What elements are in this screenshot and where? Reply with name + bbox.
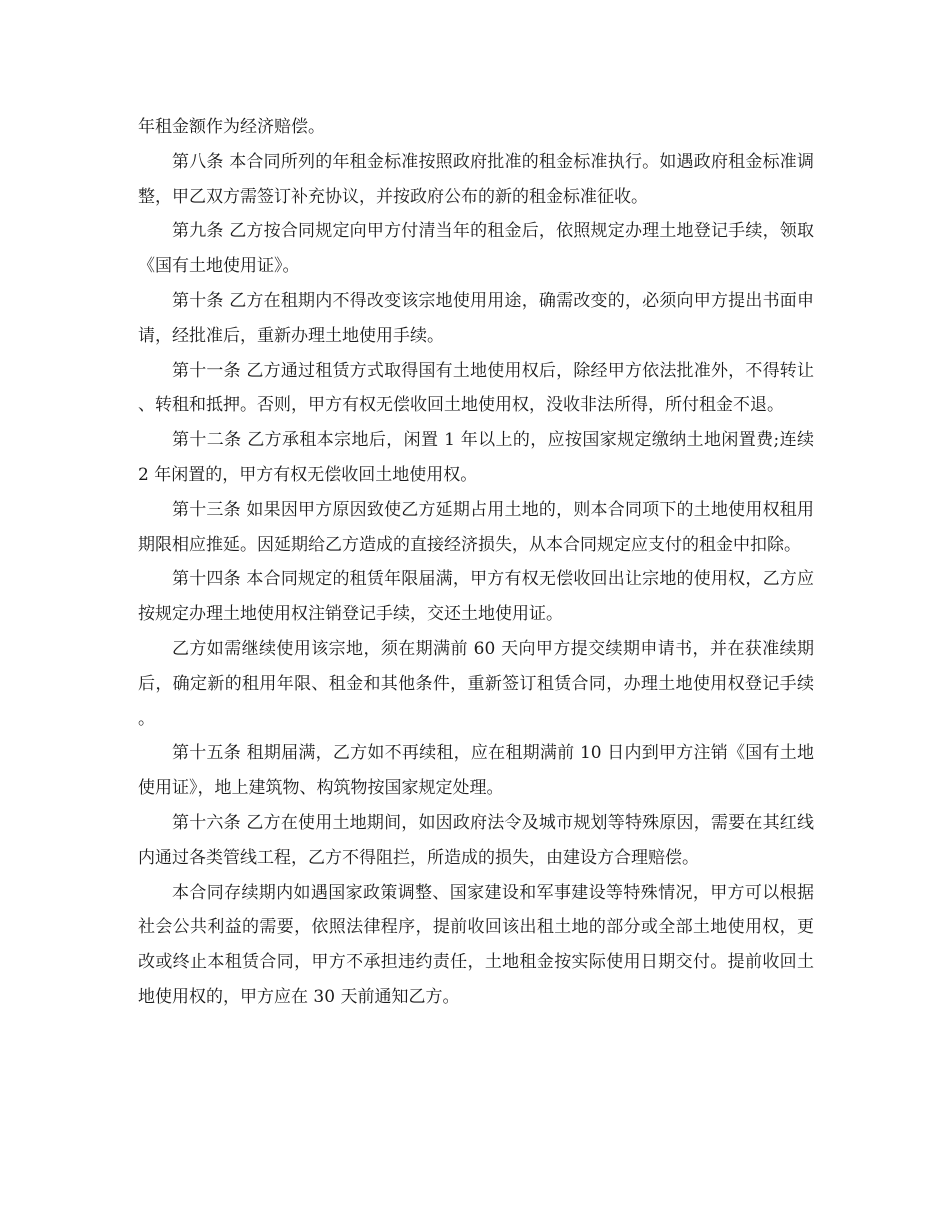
paragraph-article-13: 第十三条 如果因甲方原因致使乙方延期占用土地的，则本合同项下的土地使用权租用期限相应推延。因延期给乙方造成的直接经济损失，从本合同规定应支付的租金中扣除。 <box>138 499 814 555</box>
paragraph-renewal: 乙方如需继续使用该宗地，须在期满前 60 天向甲方提交续期申请书，并在获准续期后，确定新的租用年限、租金和其他条件，重新签订租赁合同，办理土地使用权登记手续。 <box>138 638 814 729</box>
paragraph-article-16: 第十六条 乙方在使用土地期间，如因政府法令及城市规划等特殊原因，需要在其红线内通过各类管线工程，乙方不得阻拦，所造成的损失，由建设方合理赔偿。 <box>138 812 814 868</box>
paragraph-article-8: 第八条 本合同所列的年租金标准按照政府批准的租金标准执行。如遇政府租金标准调整，甲乙双方需签订补充协议，并按政府公布的新的租金标准征收。 <box>138 151 814 207</box>
paragraph-article-12: 第十二条 乙方承租本宗地后，闲置 1 年以上的，应按国家规定缴纳土地闲置费;连续 2 年闲置的，甲方有权无偿收回土地使用权。 <box>138 430 814 485</box>
paragraph-continuation: 年租金额作为经济赔偿。 <box>138 117 325 137</box>
paragraph-early-recovery: 本合同存续期内如遇国家政策调整、国家建设和军事建设等特殊情况，甲方可以根据社会公共利益的需要，依照法律程序，提前收回该出租土地的部分或全部土地使用权，更改或终止本租赁合同，甲方不承担违约责任，土地租金按实际使用日期交付。提前收回土地使用权的，甲方应在 30 天前通知乙方。 <box>138 882 814 1007</box>
paragraph-article-9: 第九条 乙方按合同规定向甲方付清当年的租金后，依照规定办理土地登记手续，领取《国有土地使用证》。 <box>138 221 814 277</box>
paragraph-article-10: 第十条 乙方在租期内不得改变该宗地使用用途，确需改变的，必须向甲方提出书面申请，经批准后，重新办理土地使用手续。 <box>138 290 814 346</box>
paragraph-article-11: 第十一条 乙方通过租赁方式取得国有土地使用权后，除经甲方依法批准外，不得转让、转租和抵押。否则，甲方有权无偿收回土地使用权，没收非法所得，所付租金不退。 <box>138 360 814 416</box>
paragraph-article-14: 第十四条 本合同规定的租赁年限届满，甲方有权无偿收回出让宗地的使用权，乙方应按规定办理土地使用权注销登记手续，交还土地使用证。 <box>138 569 814 625</box>
paragraph-article-15: 第十五条 租期届满，乙方如不再续租，应在租期满前 10 日内到甲方注销《国有土地使用证》，地上建筑物、构筑物按国家规定处理。 <box>138 743 814 799</box>
document-page <box>138 110 814 1015</box>
